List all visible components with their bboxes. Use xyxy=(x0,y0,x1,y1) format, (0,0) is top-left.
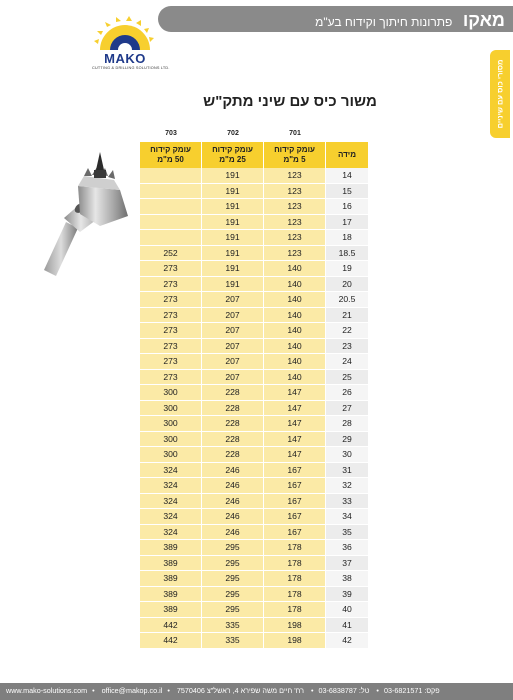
cell-701: 147 xyxy=(264,401,326,416)
header-703-line2: 50 מ"מ xyxy=(157,155,184,164)
cell-703: 442 xyxy=(140,618,202,633)
table-body xyxy=(140,168,368,649)
cell-702: 228 xyxy=(202,401,264,416)
cell-702: 246 xyxy=(202,525,264,540)
cell-703: 389 xyxy=(140,571,202,586)
table-row xyxy=(140,587,368,603)
table-row xyxy=(140,618,368,634)
hole-saw-image xyxy=(34,150,134,280)
cell-701: 140 xyxy=(264,308,326,323)
cell-size: 40 xyxy=(326,602,368,617)
table-row xyxy=(140,323,368,339)
cell-701: 167 xyxy=(264,494,326,509)
cell-size: 27 xyxy=(326,401,368,416)
cell-701: 147 xyxy=(264,385,326,400)
table-row xyxy=(140,385,368,401)
cell-703: 389 xyxy=(140,587,202,602)
table-row xyxy=(140,571,368,587)
table-row xyxy=(140,478,368,494)
cell-size: 20 xyxy=(326,277,368,292)
header-702 xyxy=(202,142,264,168)
footer-email[interactable]: office@makop.co.il xyxy=(101,686,163,695)
cell-701: 167 xyxy=(264,463,326,478)
cell-703 xyxy=(140,168,202,183)
cell-703: 273 xyxy=(140,292,202,307)
cell-702: 246 xyxy=(202,478,264,493)
side-tab[interactable] xyxy=(490,50,510,138)
table-header-row xyxy=(140,142,368,168)
table-row xyxy=(140,354,368,370)
cell-size: 25 xyxy=(326,370,368,385)
cell-size: 33 xyxy=(326,494,368,509)
cell-701: 198 xyxy=(264,633,326,648)
logo-name: MAKO xyxy=(104,51,146,66)
table-row xyxy=(140,463,368,479)
cell-701: 123 xyxy=(264,168,326,183)
cell-703: 324 xyxy=(140,525,202,540)
cell-702: 191 xyxy=(202,184,264,199)
logo-subtitle: CUTTING & DRILLING SOLUTIONS LTD. xyxy=(92,66,170,70)
cell-size: 15 xyxy=(326,184,368,199)
table-row xyxy=(140,432,368,448)
cell-701: 167 xyxy=(264,525,326,540)
cell-size: 14 xyxy=(326,168,368,183)
cell-702: 191 xyxy=(202,230,264,245)
table-codes-row xyxy=(140,130,368,142)
cell-702: 228 xyxy=(202,432,264,447)
cell-size: 24 xyxy=(326,354,368,369)
cell-701: 123 xyxy=(264,199,326,214)
cell-size: 22 xyxy=(326,323,368,338)
table-row xyxy=(140,416,368,432)
table-row xyxy=(140,339,368,355)
cell-702: 191 xyxy=(202,277,264,292)
cell-size: 31 xyxy=(326,463,368,478)
cell-701: 123 xyxy=(264,184,326,199)
table-row xyxy=(140,246,368,262)
cell-703: 273 xyxy=(140,339,202,354)
cell-702: 228 xyxy=(202,385,264,400)
cell-703: 300 xyxy=(140,416,202,431)
cell-702: 207 xyxy=(202,339,264,354)
header-size: מידה xyxy=(326,142,368,168)
cell-702: 295 xyxy=(202,571,264,586)
cell-size: 23 xyxy=(326,339,368,354)
cell-703: 300 xyxy=(140,447,202,462)
footer-bar xyxy=(0,683,513,700)
cell-703 xyxy=(140,184,202,199)
cell-701: 140 xyxy=(264,354,326,369)
cell-703: 273 xyxy=(140,308,202,323)
cell-size: 36 xyxy=(326,540,368,555)
cell-701: 123 xyxy=(264,246,326,261)
cell-701: 167 xyxy=(264,478,326,493)
code-701: 701 xyxy=(289,130,301,137)
header-701 xyxy=(264,142,326,168)
cell-701: 198 xyxy=(264,618,326,633)
cell-701: 140 xyxy=(264,292,326,307)
price-table xyxy=(140,130,368,649)
cell-size: 37 xyxy=(326,556,368,571)
cell-size: 38 xyxy=(326,571,368,586)
cell-702: 246 xyxy=(202,494,264,509)
cell-703: 252 xyxy=(140,246,202,261)
saw-blade-icon xyxy=(92,14,158,54)
cell-size: 16 xyxy=(326,199,368,214)
cell-size: 41 xyxy=(326,618,368,633)
header-701-line1: עומק קידוח xyxy=(274,145,315,154)
cell-size: 32 xyxy=(326,478,368,493)
header-bar xyxy=(158,6,513,32)
cell-702: 207 xyxy=(202,308,264,323)
side-tab-label: מסורי כוס עם שיניים xyxy=(495,59,505,129)
cell-size: 28 xyxy=(326,416,368,431)
footer-text: www.mako-solutions.com • office@makop.co.il • פקס: 03-6821571• טל: 03-6838787• רח' חיים משה שפירא 4, ראשל"צ 7570406 xyxy=(6,686,440,695)
cell-701: 140 xyxy=(264,339,326,354)
cell-703: 300 xyxy=(140,385,202,400)
table-row xyxy=(140,292,368,308)
cell-703: 324 xyxy=(140,463,202,478)
footer-address: רח' חיים משה שפירא 4, ראשל"צ 7570406 xyxy=(176,686,305,695)
cell-702: 335 xyxy=(202,618,264,633)
table-row xyxy=(140,184,368,200)
cell-703: 324 xyxy=(140,494,202,509)
footer-phone: טל: 03-6838787 xyxy=(318,686,370,695)
cell-701: 178 xyxy=(264,602,326,617)
table-row xyxy=(140,556,368,572)
cell-703: 273 xyxy=(140,370,202,385)
cell-size: 20.5 xyxy=(326,292,368,307)
cell-size: 34 xyxy=(326,509,368,524)
footer-fax: פקס: 03-6821571 xyxy=(383,686,440,695)
code-702: 702 xyxy=(227,130,239,137)
cell-size: 35 xyxy=(326,525,368,540)
cell-701: 140 xyxy=(264,277,326,292)
cell-702: 335 xyxy=(202,633,264,648)
cell-702: 295 xyxy=(202,587,264,602)
cell-size: 18 xyxy=(326,230,368,245)
cell-701: 140 xyxy=(264,261,326,276)
table-row xyxy=(140,215,368,231)
cell-size: 26 xyxy=(326,385,368,400)
header-701-line2: 5 מ"מ xyxy=(283,155,306,164)
cell-701: 147 xyxy=(264,432,326,447)
cell-size: 39 xyxy=(326,587,368,602)
table-row xyxy=(140,633,368,649)
code-703: 703 xyxy=(165,130,177,137)
cell-701: 147 xyxy=(264,447,326,462)
header-brand: מאקו xyxy=(462,10,505,30)
cell-702: 191 xyxy=(202,215,264,230)
cell-703: 300 xyxy=(140,432,202,447)
mako-logo xyxy=(92,14,170,70)
cell-703: 324 xyxy=(140,509,202,524)
cell-size: 19 xyxy=(326,261,368,276)
table-row xyxy=(140,602,368,618)
cell-703: 300 xyxy=(140,401,202,416)
table-row xyxy=(140,494,368,510)
cell-703: 273 xyxy=(140,277,202,292)
header-text xyxy=(315,10,505,31)
cell-701: 147 xyxy=(264,416,326,431)
page-title: משור כיס עם שיני מתק"ש xyxy=(203,93,377,110)
header-tagline: פתרונות חיתוך וקידוח בע"מ xyxy=(315,15,453,29)
cell-702: 207 xyxy=(202,323,264,338)
table-row xyxy=(140,447,368,463)
table-row xyxy=(140,261,368,277)
cell-702: 295 xyxy=(202,556,264,571)
header-702-line1: עומק קידוח xyxy=(212,145,253,154)
cell-703: 273 xyxy=(140,261,202,276)
cell-size: 29 xyxy=(326,432,368,447)
cell-702: 207 xyxy=(202,354,264,369)
table-row xyxy=(140,540,368,556)
cell-702: 191 xyxy=(202,168,264,183)
cell-701: 123 xyxy=(264,215,326,230)
cell-size: 30 xyxy=(326,447,368,462)
cell-702: 246 xyxy=(202,463,264,478)
cell-size: 21 xyxy=(326,308,368,323)
table-row xyxy=(140,277,368,293)
cell-703 xyxy=(140,199,202,214)
cell-703: 442 xyxy=(140,633,202,648)
cell-701: 178 xyxy=(264,587,326,602)
header-702-line2: 25 מ"מ xyxy=(219,155,246,164)
cell-703 xyxy=(140,230,202,245)
cell-size: 42 xyxy=(326,633,368,648)
cell-701: 140 xyxy=(264,370,326,385)
cell-703: 273 xyxy=(140,323,202,338)
cell-701: 167 xyxy=(264,509,326,524)
header-703 xyxy=(140,142,202,168)
cell-703: 389 xyxy=(140,556,202,571)
cell-701: 178 xyxy=(264,571,326,586)
cell-702: 295 xyxy=(202,602,264,617)
cell-701: 178 xyxy=(264,556,326,571)
footer-website[interactable]: www.mako-solutions.com xyxy=(6,686,88,695)
cell-703: 389 xyxy=(140,602,202,617)
cell-702: 191 xyxy=(202,261,264,276)
cell-702: 207 xyxy=(202,370,264,385)
cell-703: 324 xyxy=(140,478,202,493)
cell-702: 191 xyxy=(202,246,264,261)
cell-701: 123 xyxy=(264,230,326,245)
table-row xyxy=(140,199,368,215)
cell-702: 191 xyxy=(202,199,264,214)
cell-703 xyxy=(140,215,202,230)
table-row xyxy=(140,230,368,246)
cell-702: 295 xyxy=(202,540,264,555)
cell-702: 207 xyxy=(202,292,264,307)
table-row xyxy=(140,509,368,525)
cell-702: 228 xyxy=(202,416,264,431)
table-row xyxy=(140,168,368,184)
cell-size: 17 xyxy=(326,215,368,230)
header-703-line1: עומק קידוח xyxy=(150,145,191,154)
table-row xyxy=(140,370,368,386)
table-row xyxy=(140,308,368,324)
table-row xyxy=(140,401,368,417)
cell-701: 140 xyxy=(264,323,326,338)
table-row xyxy=(140,525,368,541)
cell-703: 389 xyxy=(140,540,202,555)
cell-702: 228 xyxy=(202,447,264,462)
cell-702: 246 xyxy=(202,509,264,524)
cell-701: 178 xyxy=(264,540,326,555)
cell-703: 273 xyxy=(140,354,202,369)
cell-size: 18.5 xyxy=(326,246,368,261)
